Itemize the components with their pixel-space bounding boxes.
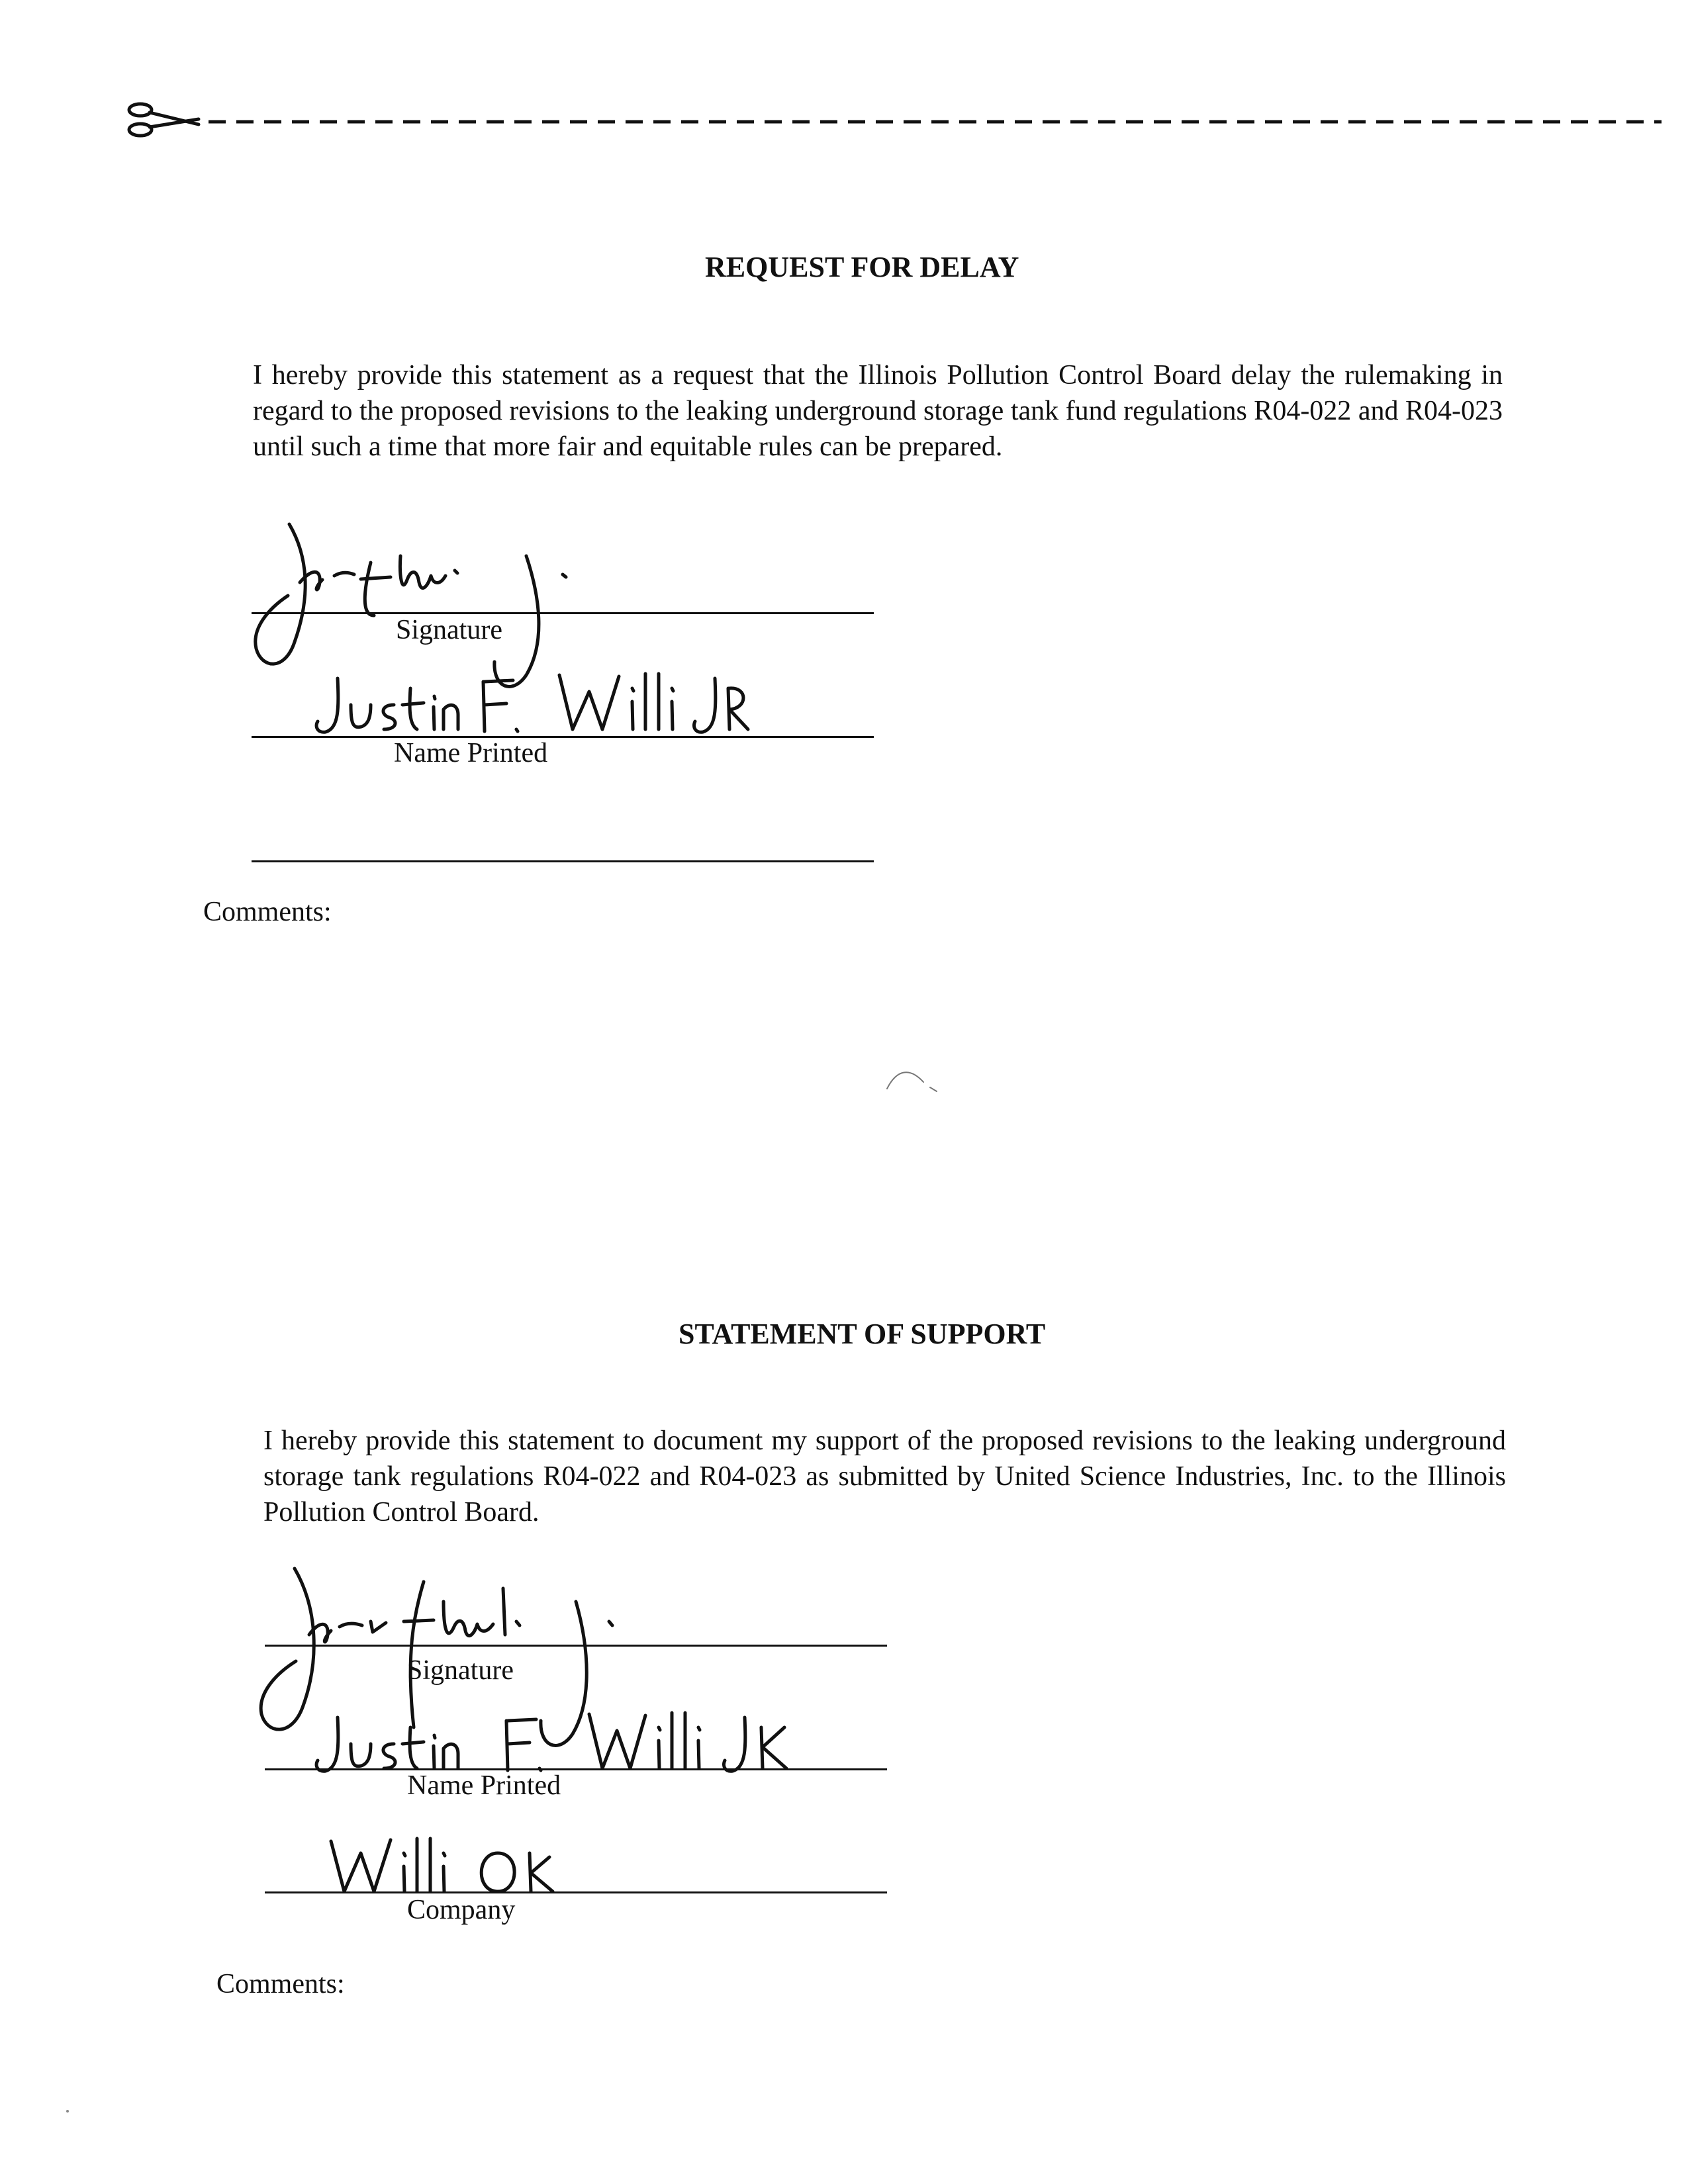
company-caption: Company [407,1895,516,1925]
signature-line-2 [265,1645,887,1647]
name-printed-caption-2: Name Printed [407,1770,561,1801]
company-line [265,1891,887,1893]
scan-speck [66,2110,69,2113]
company-handwriting [324,1833,563,1899]
signature-line-1 [252,612,874,614]
comments-label-1: Comments: [203,897,332,927]
signature-caption-2: Signature [407,1655,514,1686]
name-printed-handwriting-1 [311,668,761,741]
request-for-delay-heading: REQUEST FOR DELAY [705,251,1019,283]
signature-caption-1: Signature [396,615,502,645]
request-for-delay-body: I hereby provide this statement as a request that the Illinois Pollution Control Board delay the rulemaking in regard to the proposed revisions to the leaking underground storage tank fund regulations R04-022 and R04-023 until such a time that more fair and equitable rules can be prepared. [253,360,1503,462]
comments-label-2: Comments: [216,1969,345,1999]
statement-of-support-heading: STATEMENT OF SUPPORT [679,1318,1046,1350]
blank-line-1 [252,860,874,862]
statement-of-support-body: I hereby provide this statement to document my support of the proposed revisions to the leaking underground storage tank regulations R04-022 and R04-023 as submitted by United Science Industries, Inc. to the Illinois Pollution Control Board. [263,1426,1506,1527]
scan-mark [884,1062,943,1102]
name-printed-line-1 [252,736,874,738]
scissors-icon [129,104,199,136]
cut-line [126,99,1662,139]
name-printed-caption-1: Name Printed [394,738,548,768]
name-printed-line-2 [265,1768,887,1770]
